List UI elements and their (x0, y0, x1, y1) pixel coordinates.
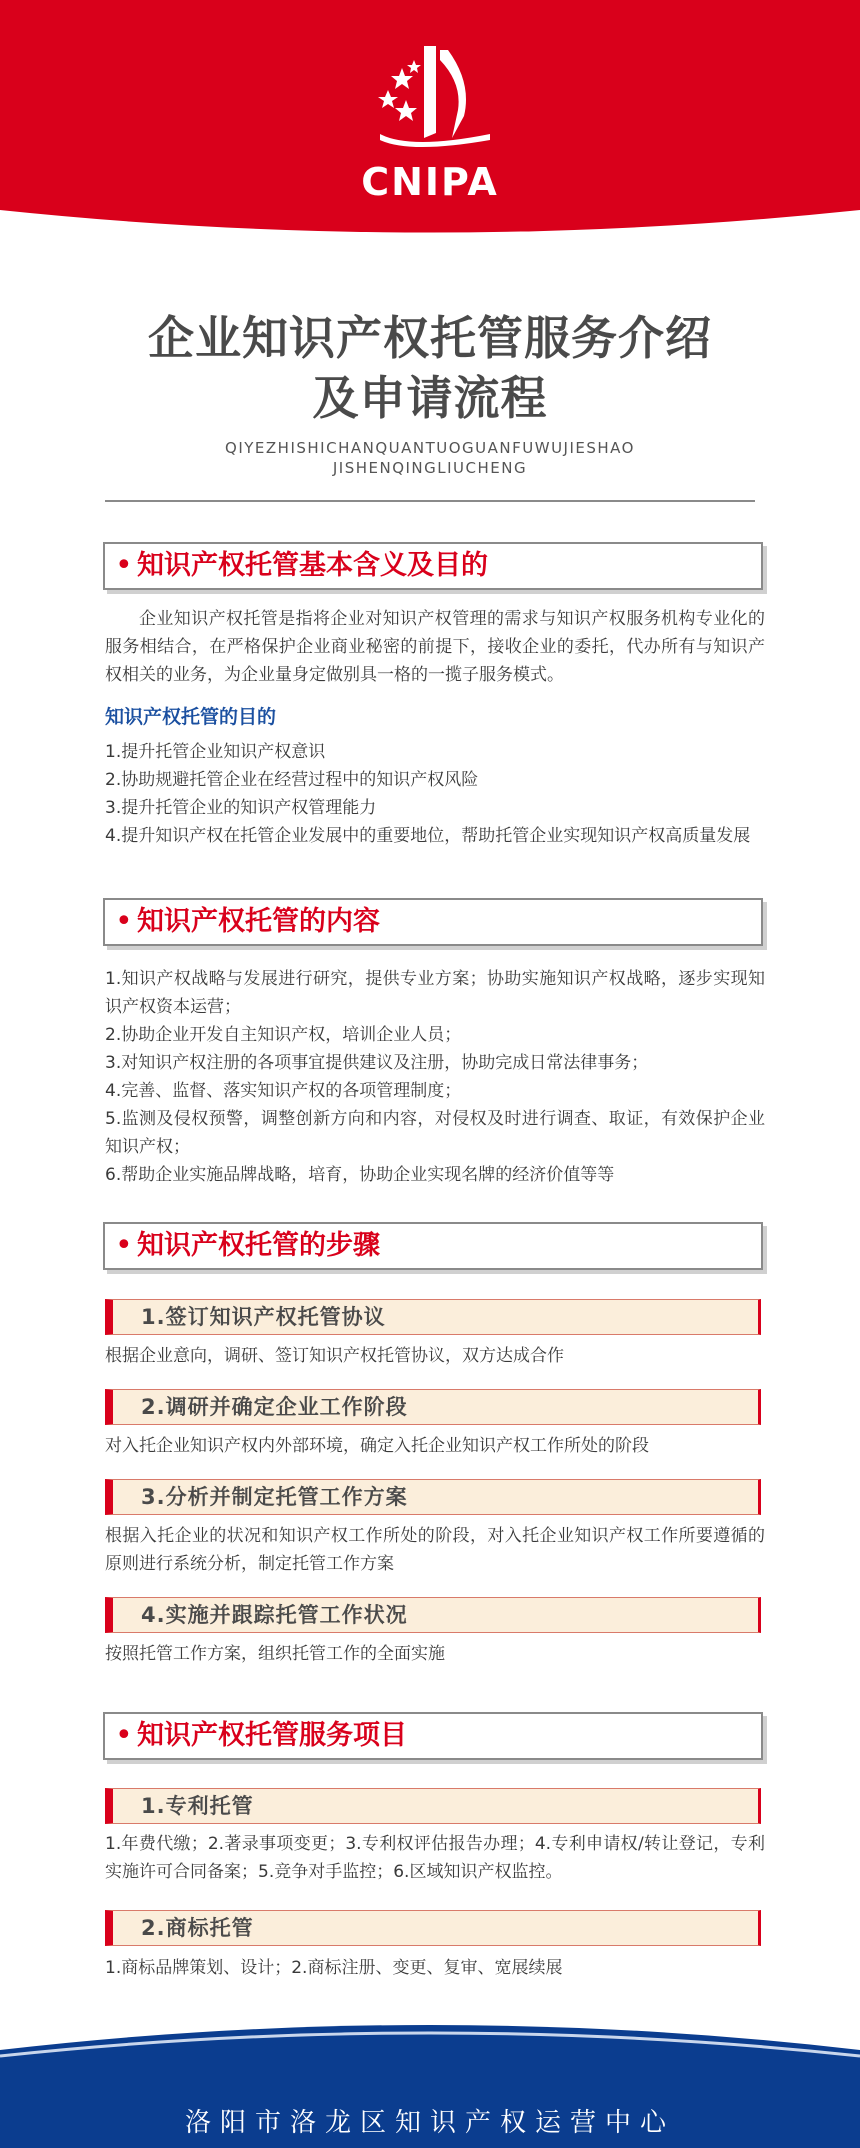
pinyin-subtitle (0, 438, 860, 478)
pinyin-line-2: JISHENQINGLIUCHENG (332, 459, 528, 477)
step-bar-1 (105, 1299, 761, 1335)
step-title: 2.调研并确定企业工作阶段 (141, 1395, 408, 1419)
list-item: 3.对知识产权注册的各项事宜提供建议及注册，协助完成日常法律事务； (105, 1053, 649, 1073)
title-line-2: 及申请流程 (312, 371, 548, 425)
bullet-icon: • (115, 548, 133, 583)
step-bar-4 (105, 1597, 761, 1633)
section-heading-text: 知识产权托管的内容 (137, 906, 380, 937)
list-item: 5.监测及侵权预警，调整创新方向和内容，对侵权及时进行调查、取证，有效保护企业知识产权； (105, 1109, 765, 1157)
bullet-icon: • (115, 1228, 133, 1263)
title-line-1: 企业知识产权托管服务介绍 (148, 311, 712, 365)
step-title: 4.实施并跟踪托管工作状况 (141, 1603, 408, 1627)
page-title (0, 308, 860, 428)
step-desc-1: 根据企业意向，调研、签订知识产权托管协议，双方达成合作 (105, 1346, 564, 1366)
header-banner (0, 0, 860, 250)
content-list (105, 965, 765, 1189)
section-heading-services (103, 1712, 763, 1760)
list-item: 2.协助企业开发自主知识产权，培训企业人员； (105, 1025, 462, 1045)
section-heading-definition (103, 542, 763, 590)
list-item: 1.知识产权战略与发展进行研究，提供专业方案；协助实施知识产权战略，逐步实现知识产权资本运营； (105, 969, 765, 1017)
section-heading-content (103, 898, 763, 946)
step-bar-3 (105, 1479, 761, 1515)
cnipa-logo (340, 38, 520, 208)
step-title: 1.签订知识产权托管协议 (141, 1305, 386, 1329)
step-bar-2 (105, 1389, 761, 1425)
service-desc-2: 1.商标品牌策划、设计；2.商标注册、变更、复审、宽展续展 (105, 1958, 563, 1978)
list-item: 4.提升知识产权在托管企业发展中的重要地位，帮助托管企业实现知识产权高质量发展 (105, 826, 751, 846)
pinyin-line-1: QIYEZHISHICHANQUANTUOGUANFUWUJIESHAO (225, 439, 635, 457)
title-divider (105, 500, 755, 502)
list-item: 4.完善、监督、落实知识产权的各项管理制度； (105, 1081, 462, 1101)
service-title: 1.专利托管 (141, 1794, 254, 1818)
service-bar-1 (105, 1788, 761, 1824)
list-item: 1.提升托管企业知识产权意识 (105, 742, 326, 762)
section-heading-steps (103, 1222, 763, 1270)
service-desc-1: 1.年费代缴；2.著录事项变更；3.专利权评估报告办理；4.专利申请权/转让登记，专利实施许可合同备案；5.竞争对手监控；6.区域知识产权监控。 (105, 1834, 765, 1882)
purpose-list (105, 738, 765, 850)
footer-banner (0, 2010, 860, 2148)
list-item: 2.协助规避托管企业在经营过程中的知识产权风险 (105, 770, 479, 790)
service-title: 2.商标托管 (141, 1916, 254, 1940)
list-item: 3.提升托管企业的知识产权管理能力 (105, 798, 377, 818)
organization-name: 洛阳市洛龙区知识产权运营中心 (184, 2108, 675, 2138)
step-desc-2: 对入托企业知识产权内外部环境，确定入托企业知识产权工作所处的阶段 (105, 1436, 649, 1456)
cnipa-emblem-icon (340, 38, 520, 158)
list-item: 6.帮助企业实施品牌战略，培育，协助企业实现名牌的经济价值等等 (105, 1165, 615, 1185)
step-desc-3: 根据入托企业的状况和知识产权工作所处的阶段，对入托企业知识产权工作所要遵循的原则进行系统分析，制定托管工作方案 (105, 1526, 765, 1574)
section-heading-text: 知识产权托管服务项目 (137, 1720, 407, 1751)
step-title: 3.分析并制定托管工作方案 (141, 1485, 408, 1509)
purpose-title: 知识产权托管的目的 (105, 706, 277, 728)
bullet-icon: • (115, 1718, 133, 1753)
service-bar-2 (105, 1910, 761, 1946)
intro-paragraph: 企业知识产权托管是指将企业对知识产权管理的需求与知识产权服务机构专业化的服务相结合，在严格保护企业商业秘密的前提下，接收企业的委托，代办所有与知识产权相关的业务，为企业量身定做别具一格的一揽子服务模式。 (105, 609, 765, 685)
section-heading-text: 知识产权托管的步骤 (137, 1230, 380, 1261)
step-desc-4: 按照托管工作方案，组织托管工作的全面实施 (105, 1644, 445, 1664)
section-heading-text: 知识产权托管基本含义及目的 (137, 550, 488, 581)
logo-text: CNIPA (361, 160, 499, 204)
bullet-icon: • (115, 904, 133, 939)
